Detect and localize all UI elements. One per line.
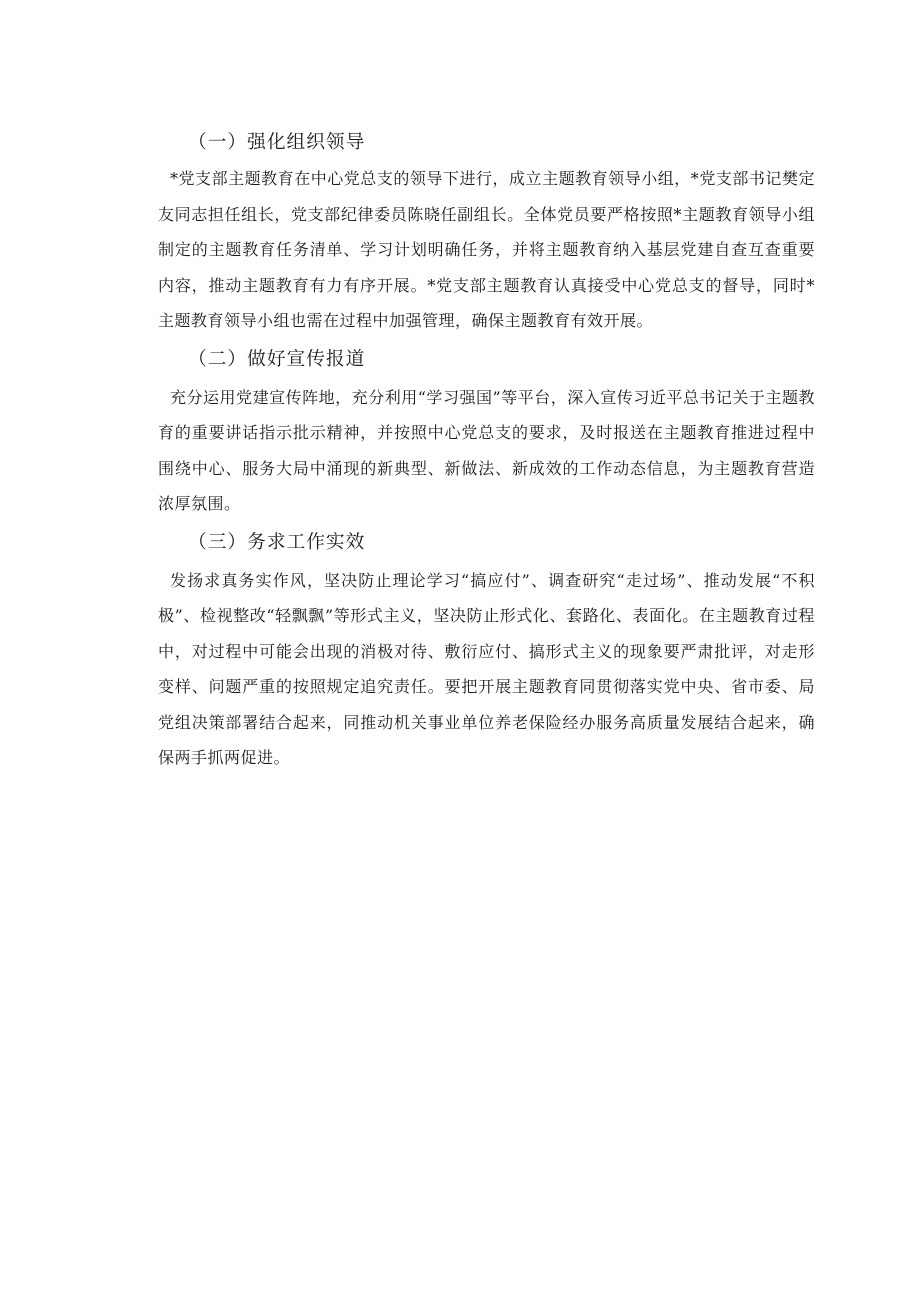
section-paragraph-1: *党支部主题教育在中心党总支的领导下进行，成立主题教育领导小组，*党支部书记樊定友同志担任组长，党支部纪律委员陈晓任副组长。全体党员要严格按照*主题教育领导小组制定的主题教育任务清单、学习计划明确任务，并将主题教育纳入基层党建自查互查重要内容，推动主题教育有力有序开展。*党支部主题教育认真接受中心党总支的督导，同时*主题教育领导小组也需在过程中加强管理，确保主题教育有效开展。 (158, 169, 815, 330)
section-paragraph-2: 充分运用党建宣传阵地，充分利用“学习强国”等平台，深入宣传习近平总书记关于主题教育的重要讲话指示批示精神，并按照中心党总支的要求，及时报送在主题教育推进过程中围绕中心、服务大局中涌现的新典型、新做法、新成效的工作动态信息，为主题教育营造浓厚氛围。 (158, 387, 815, 513)
section-heading-2: （二）做好宣传报道 (188, 348, 366, 370)
section-heading-3: （三）务求工作实效 (188, 531, 366, 553)
section-heading-1: （一）强化组织领导 (188, 132, 366, 153)
document-body (158, 125, 815, 776)
section-paragraph-3: 发扬求真务实作风，坚决防止理论学习“搞应付”、调查研究“走过场”、推动发展“不积极”、检视整改“轻飘飘”等形式主义，坚决防止形式化、套路化、表面化。在主题教育过程中，对过程中可能会出现的消极对待、敷衍应付、搞形式主义的现象要严肃批评，对走形变样、问题严重的按照规定追究责任。要把开展主题教育同贯彻落实党中央、省市委、局党组决策部署结合起来，同推动机关事业单位养老保险经办服务高质量发展结合起来，确保两手抓两促进。 (158, 570, 815, 767)
